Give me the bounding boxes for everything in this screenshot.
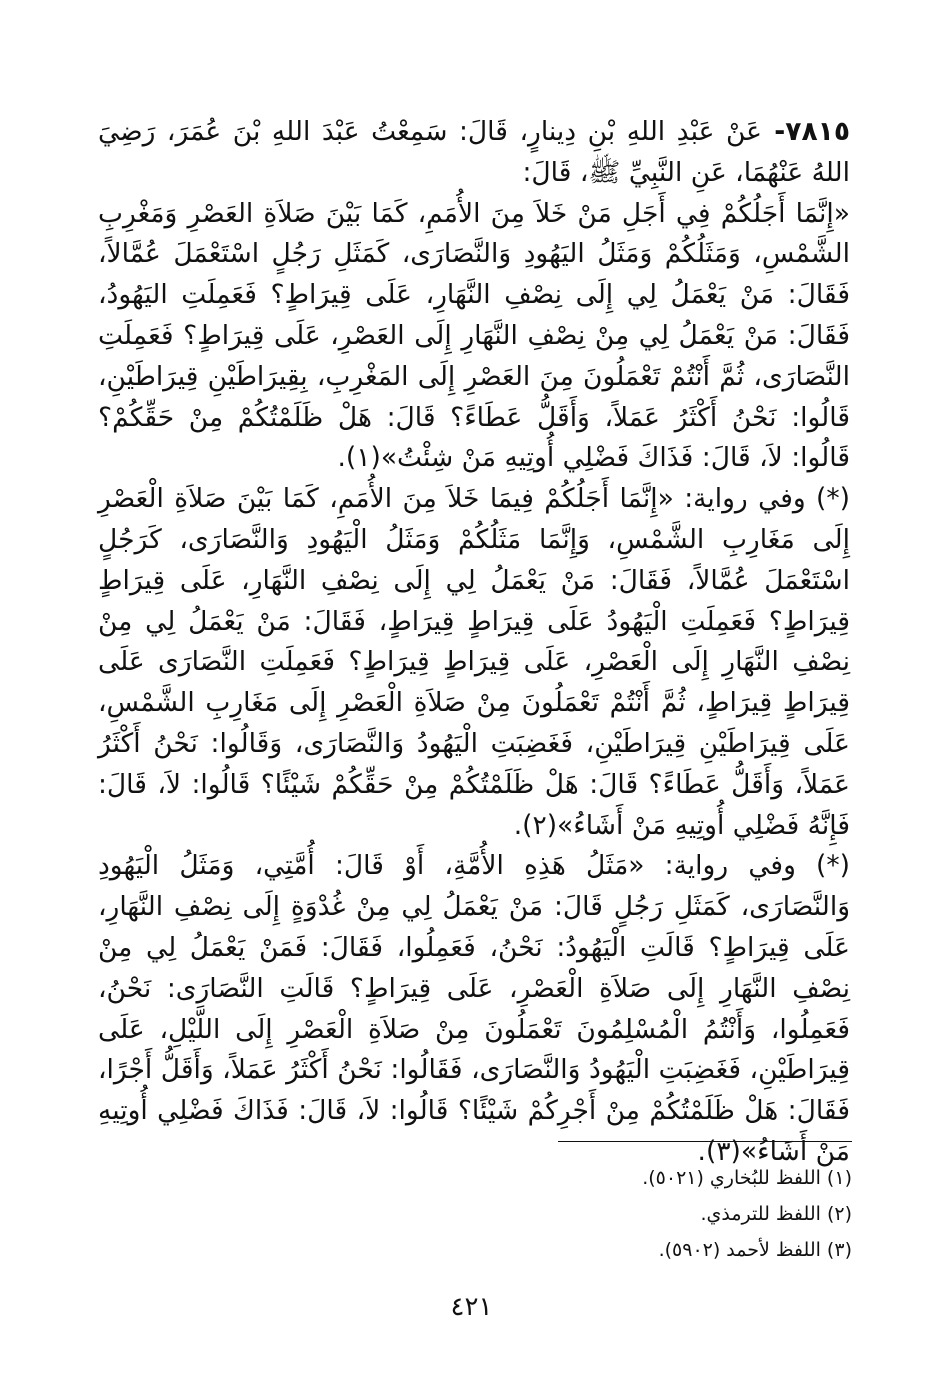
footnote-ref: (٣). (697, 1135, 741, 1167)
footnote-divider (558, 1141, 852, 1142)
hadith-paragraph-3 (98, 479, 850, 846)
footnotes (520, 1160, 852, 1268)
hadith-paragraph-1 (98, 112, 850, 194)
paragraph-text: (*) وفي رواية: «إِنَّمَا أَجَلُكُمْ فِيمَا خَلاَ مِنَ الأُمَمِ، كَمَا بَيْنَ صَلاَةِ الْعَصْرِ إِلَى مَغَارِبِ الشَّمْسِ، وَإِنَّمَا مَثَلُكُمْ وَمَثَلُ الْيَهُودِ وَالنَّصَارَى، كَرَجُلٍ اسْتَعْمَلَ عُمَّالاً، فَقَالَ: مَنْ يَعْمَلُ لِي إِلَى نِصْفِ النَّهَارِ، عَلَى قِيرَاطٍ قِيرَاطٍ؟ فَعَمِلَتِ الْيَهُودُ عَلَى قِيرَاطٍ قِيرَاطٍ، فَقَالَ: مَنْ يَعْمَلُ لِي مِنْ نِصْفِ النَّهَارِ إِلَى الْعَصْرِ، عَلَى قِيرَاطٍ قِيرَاطٍ؟ فَعَمِلَتِ النَّصَارَى عَلَى قِيرَاطٍ قِيرَاطٍ، ثُمَّ أَنْتُمْ تَعْمَلُونَ مِنْ صَلاَةِ الْعَصْرِ إِلَى مَغَارِبِ الشَّمْسِ، عَلَى قِيرَاطَيْنِ قِيرَاطَيْنِ، فَغَضِبَتِ الْيَهُودُ وَالنَّصَارَى، وَقَالُوا: نَحْنُ أَكْثَرُ عَمَلاً، وَأَقَلُّ عَطَاءً؟ قَالَ: هَلْ ظَلَمْتُكُمْ مِنْ حَقِّكُمْ شَيْئًا؟ قَالُوا: لاَ، قَالَ: فَإِنَّهُ فَضْلِي أُوتِيهِ مَنْ أَشَاءُ» (98, 483, 850, 841)
paragraph-text: (*) وفي رواية: «مَثَلُ هَذِهِ الأُمَّةِ، أَوْ قَالَ: أُمَّتِي، وَمَثَلُ الْيَهُودِ وَالنَّصَارَى، كَمَثَلِ رَجُلٍ قَالَ: مَنْ يَعْمَلُ لِي مِنْ غُدْوَةٍ إِلَى نِصْفِ النَّهَارِ، عَلَى قِيرَاطٍ؟ قَالَتِ الْيَهُودُ: نَحْنُ، فَعَمِلُوا، فَقَالَ: فَمَنْ يَعْمَلُ لِي مِنْ نِصْفِ النَّهَارِ إِلَى صَلاَةِ الْعَصْرِ، عَلَى قِيرَاطٍ؟ قَالَتِ النَّصَارَى: نَحْنُ، فَعَمِلُوا، وَأَنْتُمُ الْمُسْلِمُونَ تَعْمَلُونَ مِنْ صَلاَةِ الْعَصْرِ إِلَى اللَّيْلِ، عَلَى قِيرَاطَيْنِ، فَغَضِبَتِ الْيَهُودُ وَالنَّصَارَى، فَقَالُوا: نَحْنُ أَكْثَرُ عَمَلاً، وَأَقَلُّ أَجْرًا، فَقَالَ: هَلْ ظَلَمْتُكُمْ مِنْ أَجْرِكُمْ شَيْئًا؟ قَالُوا: لاَ، قَالَ: فَذَاكَ فَضْلِي أُوتِيهِ مَنْ أَشَاءُ» (98, 850, 850, 1167)
hadith-number: ٧٨١٥- (761, 116, 850, 147)
paragraph-text: «إِنَّمَا أَجَلُكُمْ فِي أَجَلِ مَنْ خَلاَ مِنَ الأُمَمِ، كَمَا بَيْنَ صَلاَةِ العَصْرِ وَمَغْرِبِ الشَّمْسِ، وَمَثَلُكُمْ وَمَثَلُ اليَهُودِ وَالنَّصَارَى، كَمَثَلِ رَجُلٍ اسْتَعْمَلَ عُمَّالاً، فَقَالَ: مَنْ يَعْمَلُ لِي إِلَى نِصْفِ النَّهَارِ، عَلَى قِيرَاطٍ؟ فَعَمِلَتِ اليَهُودُ، فَقَالَ: مَنْ يَعْمَلُ لِي مِنْ نِصْفِ النَّهَارِ إِلَى العَصْرِ، عَلَى قِيرَاطٍ؟ فَعَمِلَتِ النَّصَارَى، ثُمَّ أَنْتُمْ تَعْمَلُونَ مِنَ العَصْرِ إِلَى المَغْرِبِ، بِقِيرَاطَيْنِ قِيرَاطَيْنِ، قَالُوا: نَحْنُ أَكْثَرُ عَمَلاً، وَأَقَلُّ عَطَاءً؟ قَالَ: هَلْ ظَلَمْتُكُمْ مِنْ حَقِّكُمْ؟ قَالُوا: لاَ، قَالَ: فَذَاكَ فَضْلِي أُوتِيهِ مَنْ شِئْتُ» (98, 197, 850, 474)
hadith-paragraph-2 (98, 194, 850, 480)
footnote-3: (٣) اللفظ لأحمد (٥٩٠٢). (658, 1239, 852, 1261)
footnote-1: (١) اللفظ للبُخاري (٥٠٢١). (642, 1167, 852, 1189)
footnote-2: (٢) اللفظ للترمذي. (700, 1203, 852, 1225)
footnote-ref: (١). (337, 442, 381, 474)
page-number: ٤٢١ (450, 1292, 493, 1322)
footnote-ref: (٢). (513, 809, 558, 841)
paragraph-text: عَنْ عَبْدِ اللهِ بْنِ دِينارٍ، قَالَ: سَمِعْتُ عَبْدَ اللهِ بْنَ عُمَرَ، رَضِيَ اللهُ عَنْهُمَا، عَنِ النَّبِيِّ ﷺ، قَالَ: (98, 116, 850, 188)
hadith-paragraph-4 (98, 846, 850, 1172)
hadith-text-block (98, 112, 850, 1173)
